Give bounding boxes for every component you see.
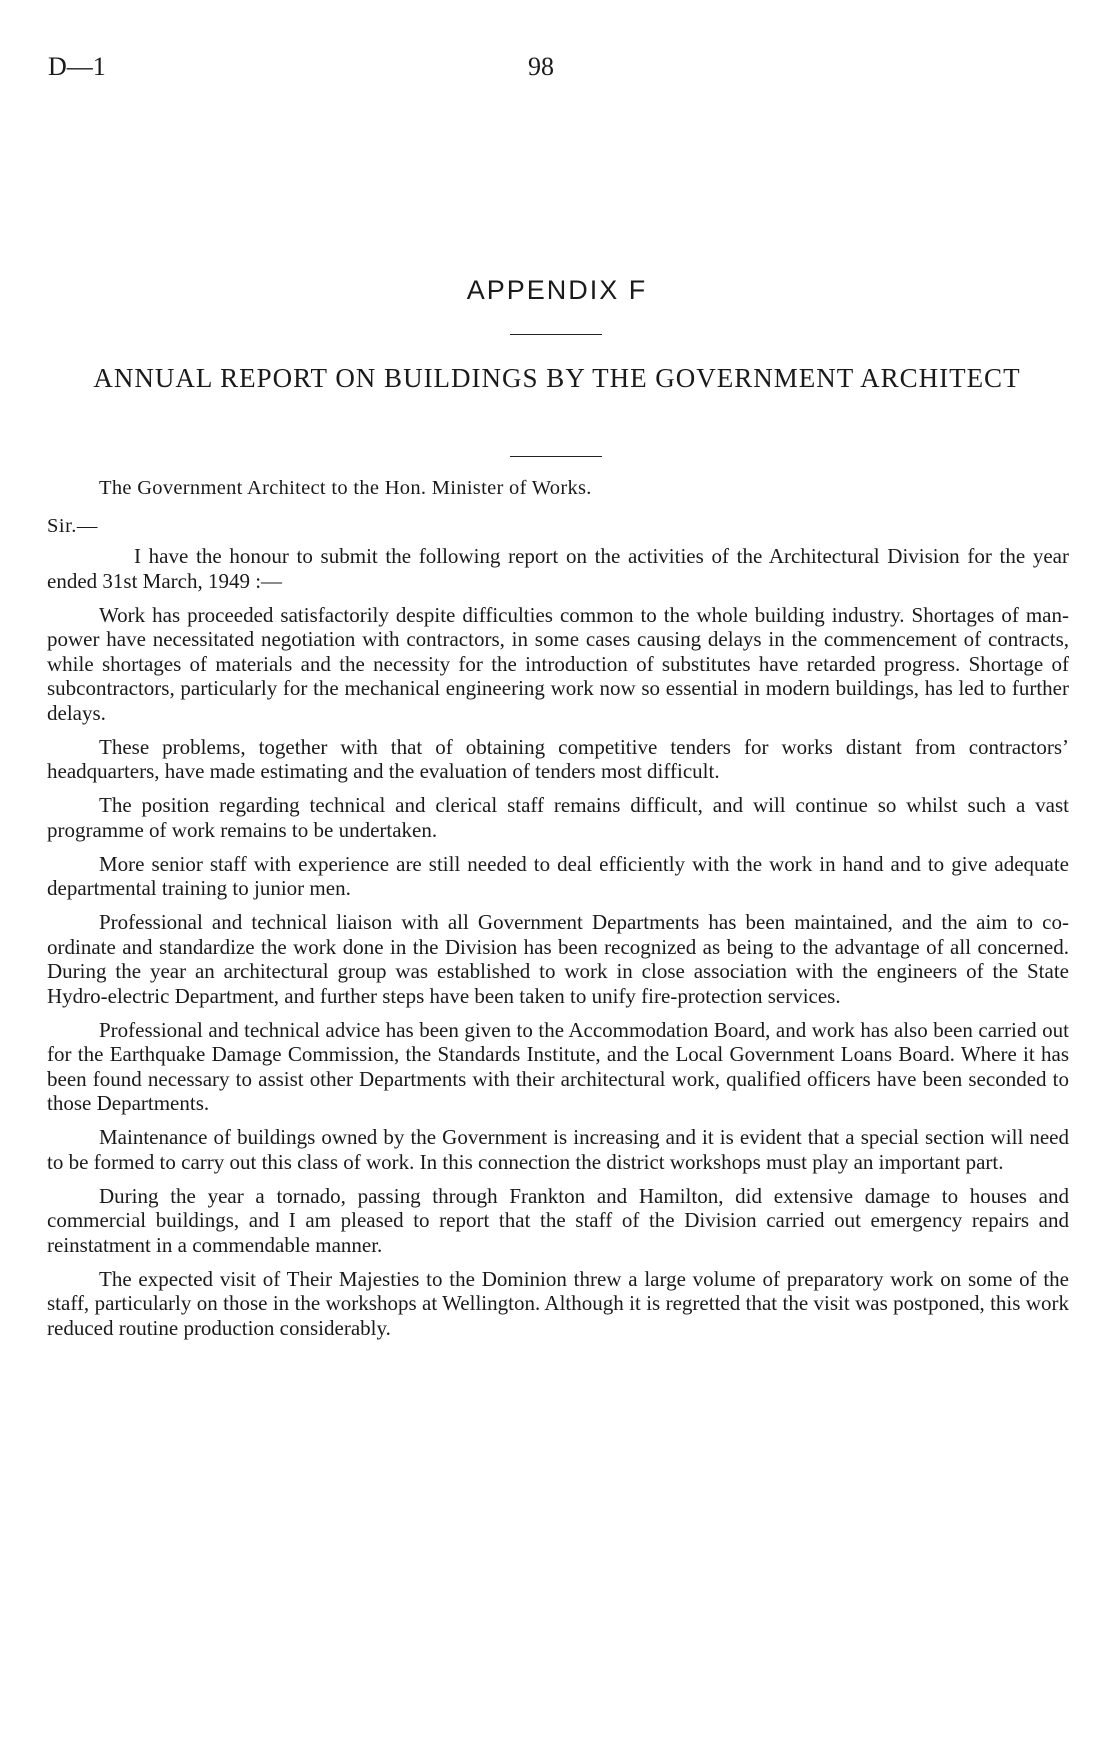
page-number: 98 <box>528 52 554 81</box>
paragraph: These problems, together with that of obtaining competitive tenders for works distant from contractors’ headquarters, have made estimating and the evaluation of tenders most difficult. <box>47 734 1069 783</box>
paragraph: Work has proceeded satisfactorily despite difficulties common to the whole building industry. Shortages of man-power have necessitated negotiation with contractors, in some cases causing delays in the commencement of contracts, while shortages of materials and the necessity for the introduction of substitutes have retarded progress. Shortage of subcontractors, particularly for the mechanical engineering work now so essential in modern buildings, has led to further delays. <box>47 602 1069 725</box>
paragraph: Professional and technical liaison with all Government Departments has been maintained, and the aim to co-ordinate and standardize the work done in the Division has been recognized as being to the advantage of all concerned. During the year an architectural group was established to work in close association with the engineers of the State Hydro-electric Department, and further steps have been taken to unify fire-protection services. <box>47 910 1069 1008</box>
paragraph: Professional and technical advice has been given to the Accommodation Board, and work has also been carried out for the Earthquake Damage Commission, the Standards Institute, and the Local Government Loans Board. Where it has been found necessary to assist other Departments with their architectural work, qualified officers have been seconded to those Departments. <box>47 1017 1069 1115</box>
paragraph: Maintenance of buildings owned by the Government is increasing and it is evident that a special section will need to be formed to carry out this class of work. In this connection the district workshops must play an important part. <box>47 1125 1069 1174</box>
title-rule-top <box>510 334 602 335</box>
title-rule-bottom <box>510 456 602 457</box>
paragraph: During the year a tornado, passing through Frankton and Hamilton, did extensive damage to houses and commercial buildings, and I am pleased to report that the staff of the Division carried out emergency repairs and reinstatment in a commendable manner. <box>47 1183 1069 1257</box>
appendix-title: APPENDIX F <box>466 275 648 305</box>
paragraph: More senior staff with experience are still needed to deal efficiently with the work in hand and to give adequate departmental training to junior men. <box>47 851 1069 900</box>
running-head <box>48 52 1068 92</box>
paragraph: The position regarding technical and clerical staff remains difficult, and will continue so whilst such a vast programme of work remains to be undertaken. <box>47 793 1069 842</box>
paragraph: The expected visit of Their Majesties to the Dominion threw a large volume of preparatory work on some of the staff, particularly on those in the workshops at Wellington. Although it is regretted that the visit was postponed, this work reduced routine production considerably. <box>47 1266 1069 1340</box>
salutation: Sir.— <box>47 515 98 537</box>
report-title: ANNUAL REPORT ON BUILDINGS BY THE GOVERNMENT ARCHITECT <box>93 363 1021 393</box>
document-code: D—1 <box>48 52 106 81</box>
addressee-line: The Government Architect to the Hon. Minister of Works. <box>99 477 592 499</box>
report-body <box>47 544 1069 1350</box>
paragraph-intro: I have the honour to submit the following report on the activities of the Architectural Division for the year ended 31st March, 1949 :— <box>47 544 1069 593</box>
